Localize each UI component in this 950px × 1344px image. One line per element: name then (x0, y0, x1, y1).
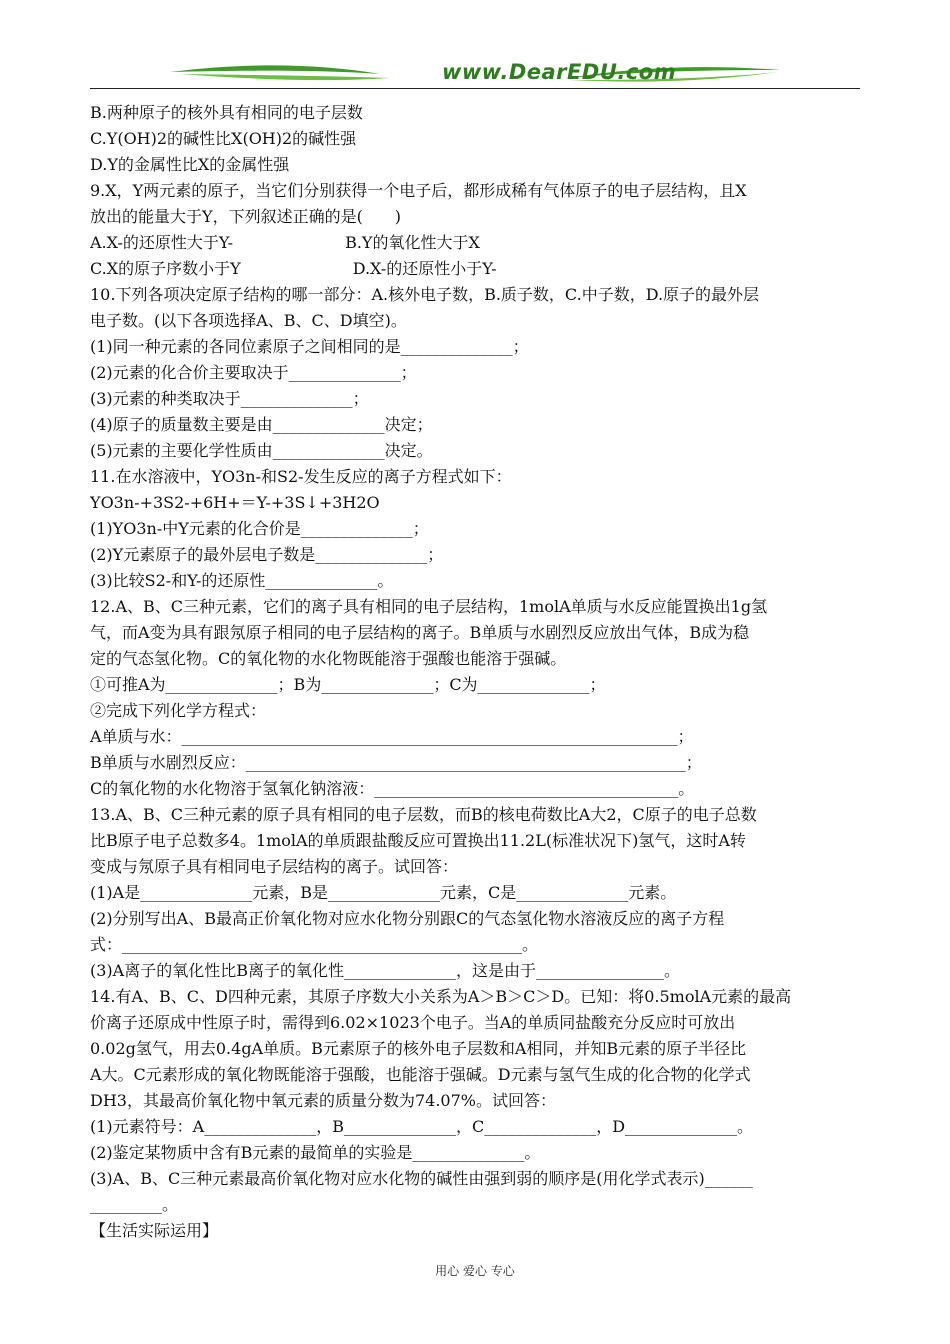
text-line: C.Y(OH)2的碱性比X(OH)2的碱性强 (90, 129, 357, 148)
text-line: 价离子还原成中性原子时，需得到6.02×1023个电子。当A的单质同盐酸充分反应时可放出 (90, 1013, 736, 1032)
text-line: 气，而A变为具有跟氖原子相同的电子层结构的离子。B单质与水剧烈反应放出气体，B成为稳 (90, 623, 750, 642)
document-body (90, 100, 860, 1244)
question-13: 13.A、B、C三种元素的原子具有相同的电子层数，而B的核电荷数比A大2，C原子的电子总数 (90, 805, 757, 824)
site-header (90, 58, 860, 90)
fill-blank-line: (2)Y元素原子的最外层电子数是______________； (90, 545, 444, 564)
text-line: 放出的能量大于Y，下列叙述正确的是( ) (90, 207, 402, 226)
text-line: 0.02g氢气，用去0.4gA单质。B元素原子的核外电子层数和A相同，并知B元素的原子半径比 (90, 1039, 747, 1058)
fill-blank-line: (3)A离子的氧化性比B离子的氧化性______________，这是由于________________。 (90, 961, 680, 980)
option-line: C.X的原子序数小于Y D.X-的还原性小于Y- (90, 259, 497, 278)
question-14: 14.有A、B、C、D四种元素，其原子序数大小关系为A＞B＞C＞D。已知：将0.5molA元素的最高 (90, 987, 792, 1006)
text-line: 电子数。(以下各项选择A、B、C、D填空)。 (90, 311, 407, 330)
question-11: 11.在水溶液中，YO3n-和S2-发生反应的离子方程式如下： (90, 467, 512, 486)
fill-blank-line: (2)元素的化合价主要取决于______________； (90, 363, 417, 382)
text-line: B.两种原子的核外具有相同的电子层数 (90, 103, 363, 122)
text-line: 定的气态氢化物。C的氧化物的水化物既能溶于强酸也能溶于强碱。 (90, 649, 567, 668)
fill-blank-line: (3)元素的种类取决于______________； (90, 389, 369, 408)
fill-blank-line: A单质与水：______________________________________________________________； (90, 727, 694, 746)
text-line: ②完成下列化学方程式： (90, 701, 267, 720)
fill-blank-line: (1)A是______________元素，B是______________元素，C是______________元素。 (90, 883, 677, 902)
option-line: A.X-的还原性大于Y- B.Y的氧化性大于X (90, 233, 480, 252)
text-line: 比B原子电子总数多4。1molA的单质跟盐酸反应可置换出11.2L(标准状况下)氢气，这时A转 (90, 831, 746, 850)
question-10: 10.下列各项决定原子结构的哪一部分：A.核外电子数，B.质子数，C.中子数，D.原子的最外层 (90, 285, 760, 304)
fill-blank-line: ①可推A为______________；B为______________；C为______________； (90, 675, 606, 694)
fill-blank-line: (3)A、B、C三种元素最高价氧化物对应水化物的碱性由强到弱的顺序是(用化学式表示)______ (90, 1169, 753, 1188)
equation-line: YO3n-+3S2-+6H+＝Y-+3S↓+3H2O (90, 493, 380, 512)
fill-blank-line: (4)原子的质量数主要是由______________决定； (90, 415, 433, 434)
fill-blank-line: _________。 (90, 1195, 179, 1214)
fill-blank-line: (2)鉴定某物质中含有B元素的最简单的实验是______________。 (90, 1143, 541, 1162)
text-line: A大。C元素形成的氧化物既能溶于强酸，也能溶于强碱。D元素与氢气生成的化合物的化学式 (90, 1065, 751, 1084)
question-12: 12.A、B、C三种元素，它们的离子具有相同的电子层结构，1molA单质与水反应能置换出1g氢 (90, 597, 768, 616)
fill-blank-line: (1)同一种元素的各同位素原子之间相同的是______________； (90, 337, 529, 356)
section-heading: 【生活实际运用】 (90, 1221, 219, 1240)
header-divider (90, 88, 860, 89)
fill-blank-line: (5)元素的主要化学性质由______________决定。 (90, 441, 433, 460)
fill-blank-line: (1)元素符号：A______________，B______________，C______________，D______________。 (90, 1117, 754, 1136)
fill-blank-line: 式：__________________________________________________。 (90, 935, 539, 954)
fill-blank-line: B单质与水剧烈反应：_______________________________________________________； (90, 753, 702, 772)
text-line: D.Y的金属性比X的金属性强 (90, 155, 290, 174)
site-logo-text[interactable]: www.DearEDU.com (442, 60, 677, 84)
page-footer: 用心 爱心 专心 (435, 1264, 515, 1278)
fill-blank-line: C的氧化物的水化物溶于氢氧化钠溶液：______________________________________。 (90, 779, 695, 798)
fill-blank-line: (1)YO3n-中Y元素的化合价是______________； (90, 519, 429, 538)
text-line: DH3，其最高价氧化物中氧元素的质量分数为74.07%。试回答： (90, 1091, 556, 1110)
question-9: 9.X，Y两元素的原子，当它们分别获得一个电子后，都形成稀有气体原子的电子层结构，且X (90, 181, 747, 200)
text-line: (2)分别写出A、B最高正价氧化物对应水化物分别跟C的气态氢化物水溶液反应的离子方程 (90, 909, 725, 928)
text-line: 变成与氖原子具有相同电子层结构的离子。试回答： (90, 857, 459, 876)
fill-blank-line: (3)比较S2-和Y-的还原性______________。 (90, 571, 394, 590)
